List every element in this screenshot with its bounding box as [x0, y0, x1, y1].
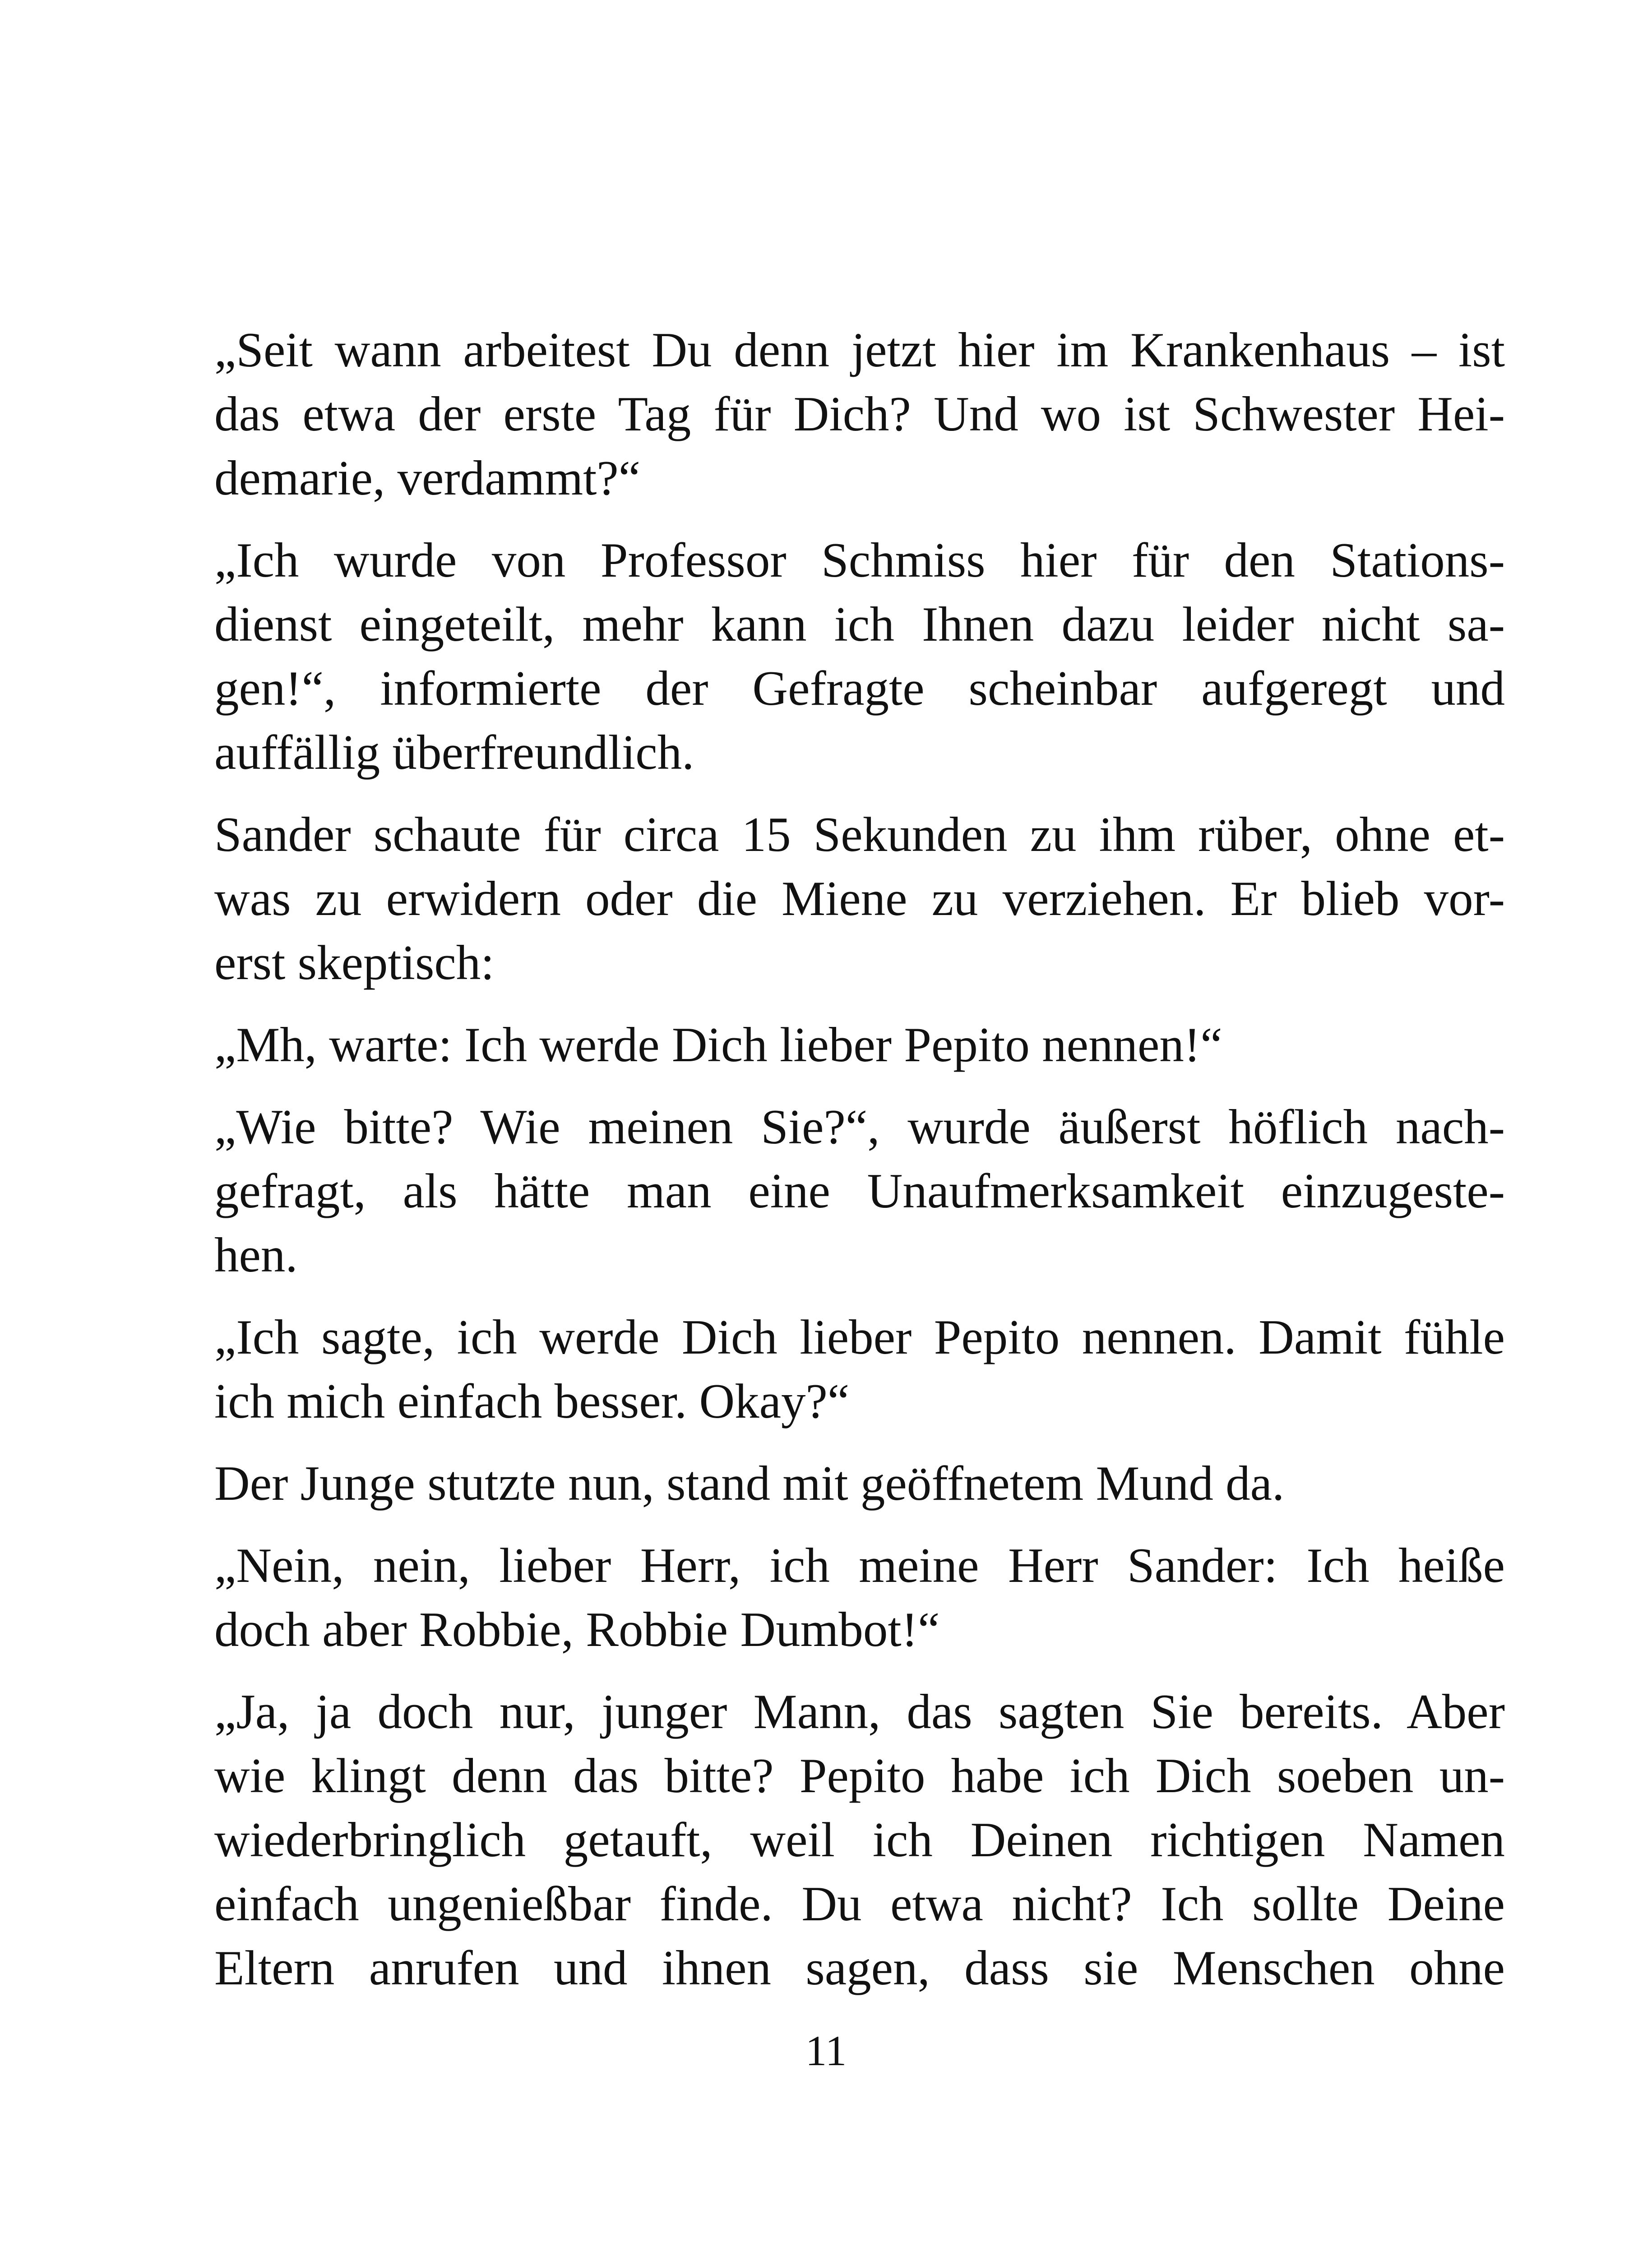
paragraph-9: [214, 1680, 1505, 2000]
text-line: „Seit wann arbeitest Du denn jetzt hier im Krankenhaus – ist: [214, 323, 1505, 377]
text-line: „Mh, warte: Ich werde Dich lieber Pepito nennen!“: [214, 1017, 1222, 1072]
text-line: demarie, verdammt?“: [214, 451, 641, 505]
paragraph-6: [214, 1305, 1505, 1433]
text-line: was zu erwidern oder die Miene zu verziehen. Er blieb vor-: [214, 871, 1505, 926]
page-number: 11: [805, 2027, 847, 2075]
text-line: Eltern anrufen und ihnen sagen, dass sie Menschen ohne: [214, 1941, 1505, 1995]
text-line: „Ich sagte, ich werde Dich lieber Pepito nennen. Damit fühle: [214, 1310, 1505, 1364]
paragraph-1: [214, 318, 1505, 510]
paragraph-3: [214, 803, 1505, 995]
paragraph-8: [214, 1534, 1505, 1662]
paragraph-4: [214, 1013, 1505, 1077]
paragraph-2: [214, 528, 1505, 785]
text-line: erst skeptisch:: [214, 935, 495, 990]
text-line: gefragt, als hätte man eine Unaufmerksamkeit einzugeste-: [214, 1164, 1505, 1218]
text-line: das etwa der erste Tag für Dich? Und wo ist Schwester Hei-: [214, 387, 1505, 441]
text-line: einfach ungenießbar finde. Du etwa nicht? Ich sollte Deine: [214, 1877, 1505, 1931]
text-line: „Wie bitte? Wie meinen Sie?“, wurde äußerst höflich nach-: [214, 1100, 1505, 1154]
text-line: „Ich wurde von Professor Schmiss hier für den Stations-: [214, 533, 1505, 587]
text-line: gen!“, informierte der Gefragte scheinbar aufgeregt und: [214, 661, 1505, 716]
text-line: dienst eingeteilt, mehr kann ich Ihnen dazu leider nicht sa-: [214, 597, 1505, 652]
text-line: ich mich einfach besser. Okay?“: [214, 1374, 850, 1428]
paragraph-7: [214, 1452, 1505, 1516]
text-line: „Ja, ja doch nur, junger Mann, das sagten Sie bereits. Aber: [214, 1684, 1505, 1739]
text-line: Sander schaute für circa 15 Sekunden zu ihm rüber, ohne et-: [214, 807, 1505, 862]
text-line: Der Junge stutzte nun, stand mit geöffnetem Mund da.: [214, 1456, 1285, 1511]
text-line: doch aber Robbie, Robbie Dumbot!“: [214, 1602, 940, 1657]
text-line: wie klingt denn das bitte? Pepito habe ich Dich soeben un-: [214, 1748, 1505, 1803]
body-text: [214, 318, 1505, 2018]
text-line: auffällig überfreundlich.: [214, 725, 694, 780]
text-line: hen.: [214, 1228, 298, 1282]
text-line: „Nein, nein, lieber Herr, ich meine Herr Sander: Ich heiße: [214, 1538, 1505, 1593]
text-line: wiederbringlich getauft, weil ich Deinen richtigen Namen: [214, 1812, 1505, 1867]
paragraph-5: [214, 1095, 1505, 1287]
